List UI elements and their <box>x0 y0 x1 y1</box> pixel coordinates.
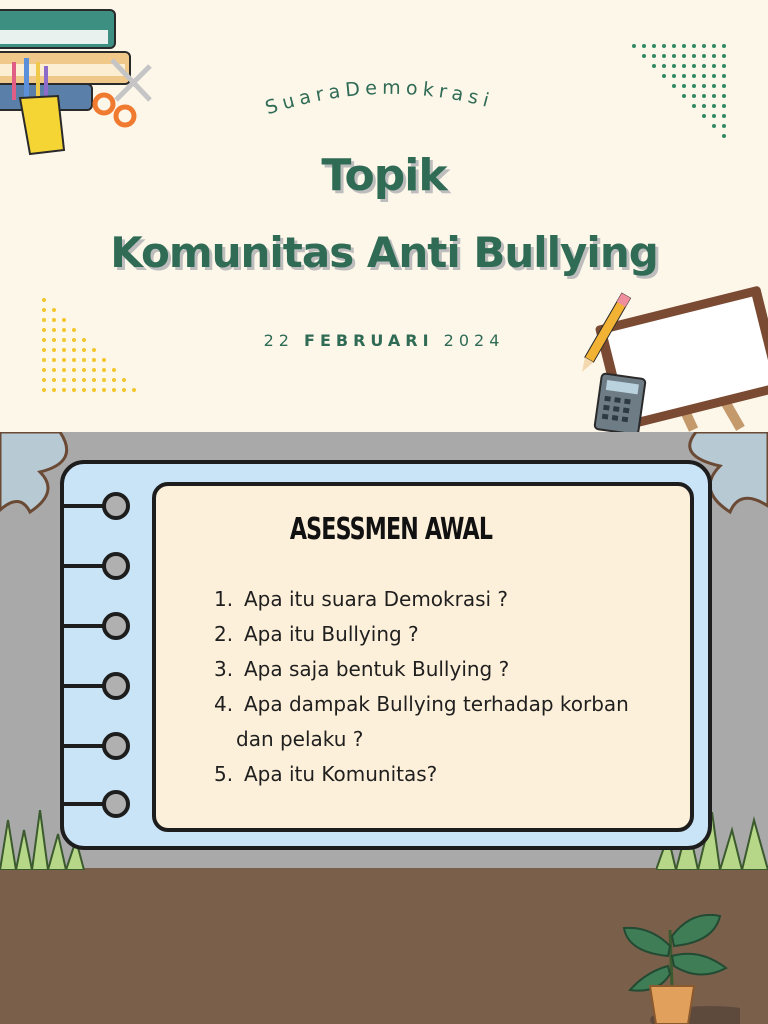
date-year: 2024 <box>443 331 505 350</box>
question-item <box>208 757 688 792</box>
decor-dot <box>52 318 56 322</box>
potted-plant-illustration <box>610 886 740 1024</box>
assessment-card <box>60 460 712 850</box>
decor-dot <box>72 358 76 362</box>
decor-dot <box>42 368 46 372</box>
question-item <box>208 582 688 617</box>
decor-dot <box>132 388 136 392</box>
decor-dot <box>52 368 56 372</box>
question-number: 5. <box>214 762 234 786</box>
decor-dot <box>92 368 96 372</box>
decor-dot <box>42 298 46 302</box>
question-text: Apa saja bentuk Bullying ? <box>244 657 510 681</box>
decor-dot <box>62 388 66 392</box>
decor-dot <box>122 388 126 392</box>
assessment-section <box>0 432 768 1024</box>
decor-dot <box>112 378 116 382</box>
question-number: 1. <box>214 587 234 611</box>
card-page <box>152 482 694 832</box>
notebook-rings <box>58 464 138 854</box>
question-item <box>208 617 688 652</box>
decor-dot <box>62 368 66 372</box>
decor-dot <box>72 378 76 382</box>
brand-arc <box>0 0 768 150</box>
decor-dot <box>42 358 46 362</box>
question-text: Apa dampak Bullying terhadap korban <box>244 692 629 716</box>
decor-dot <box>42 388 46 392</box>
title-section <box>0 0 768 432</box>
decor-dot <box>42 318 46 322</box>
decor-dot <box>82 358 86 362</box>
decor-dot <box>92 388 96 392</box>
decor-dot <box>62 378 66 382</box>
question-item <box>208 652 688 687</box>
svg-text:SuaraDemokrasi <box>263 77 496 120</box>
topic-label: Topik <box>321 150 447 201</box>
topic-title: Komunitas Anti Bullying <box>110 228 658 277</box>
decor-dot <box>72 368 76 372</box>
decor-dot <box>52 358 56 362</box>
decor-dot <box>62 318 66 322</box>
question-text: Apa itu suara Demokrasi ? <box>244 587 509 611</box>
question-number: 3. <box>214 657 234 681</box>
decor-dot <box>52 308 56 312</box>
date-month: FEBRUARI <box>304 331 434 350</box>
decor-dot <box>82 378 86 382</box>
card-heading: ASESSMEN AWAL <box>289 512 493 547</box>
decor-dot <box>102 358 106 362</box>
decor-dot <box>102 378 106 382</box>
decor-dot <box>82 388 86 392</box>
decor-dot <box>72 388 76 392</box>
question-number: 2. <box>214 622 234 646</box>
decor-dot <box>92 358 96 362</box>
decor-dot <box>52 378 56 382</box>
decor-dot <box>92 378 96 382</box>
decor-dot <box>62 358 66 362</box>
decor-dot <box>102 388 106 392</box>
date-day: 22 <box>263 331 294 350</box>
decor-dot <box>82 368 86 372</box>
brand-name: SuaraDemokrasi <box>262 76 497 120</box>
question-text: Apa itu Komunitas? <box>244 762 438 786</box>
decor-dot <box>122 378 126 382</box>
decor-dot <box>112 388 116 392</box>
question-list <box>208 582 688 792</box>
question-number: 4. <box>214 692 234 716</box>
decor-dot <box>102 368 106 372</box>
question-item <box>208 687 688 757</box>
decor-dot <box>42 378 46 382</box>
whiteboard-illustration <box>572 286 768 432</box>
decor-dot <box>42 308 46 312</box>
decor-dot <box>112 368 116 372</box>
question-text-continuation: dan pelaku ? <box>236 727 364 751</box>
question-text: Apa itu Bullying ? <box>244 622 419 646</box>
decor-dot <box>52 388 56 392</box>
